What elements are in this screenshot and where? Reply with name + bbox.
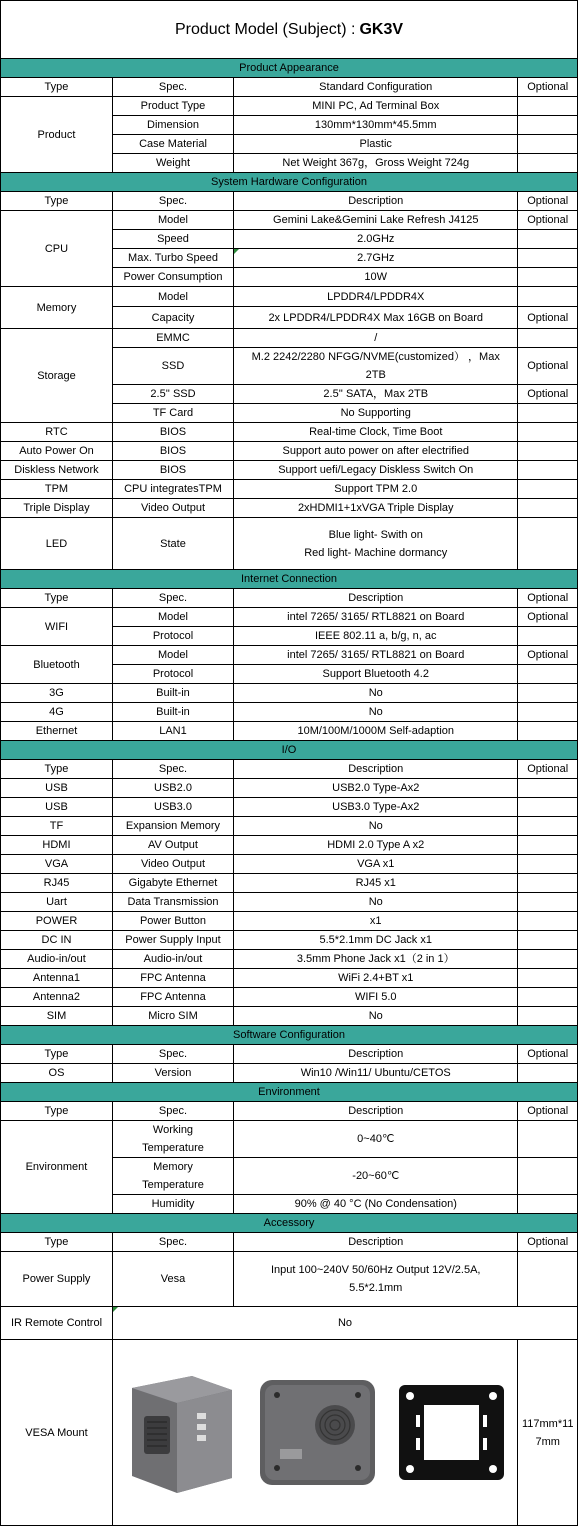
col-optional: Optional [518,1102,578,1121]
value-cell: intel 7265/ 3165/ RTL8821 on Board [234,646,518,665]
spec-cell: Product Type [112,97,233,116]
optional-cell: Optional [518,211,578,230]
spec-cell: FPC Antenna [112,969,233,988]
value-cell: LPDDR4/LPDDR4X [234,287,518,307]
value-line: Input 100~240V 50/60Hz Output 12V/2.5A, [271,1264,481,1276]
spec-cell: BIOS [112,461,233,480]
value-cell: Win10 /Win11/ Ubuntu/CETOS [234,1064,518,1083]
spec-cell: Capacity [112,307,233,329]
value-cell [234,1252,518,1307]
optional-cell [518,404,578,423]
type-cell: IR Remote Control [1,1307,113,1340]
value-cell: No [234,893,518,912]
value-line: 2TB [365,369,386,381]
col-type: Type [1,1102,113,1121]
optional-cell [518,912,578,931]
col-spec: Spec. [112,589,233,608]
vesa-bracket-image [394,1380,509,1485]
optional-cell [518,1121,578,1158]
value-cell: No Supporting [234,404,518,423]
optional-cell [518,684,578,703]
col-type: Type [1,1233,113,1252]
value-cell: 0~40℃ [234,1121,518,1158]
col-optional: Optional [518,760,578,779]
col-spec: Spec. [112,760,233,779]
optional-cell [518,836,578,855]
value-cell: 10W [234,268,518,287]
value-cell: No [234,684,518,703]
spec-cell: Humidity [112,1195,233,1214]
optional-cell [518,442,578,461]
spec-cell: Weight [112,154,233,173]
spec-table [0,58,578,1526]
col-description: Description [234,192,518,211]
spec-line: Temperature [142,1142,204,1154]
group-storage: Storage [1,329,113,423]
value-cell: HDMI 2.0 Type A x2 [234,836,518,855]
spec-line: Temperature [142,1179,204,1191]
spec-cell: Audio-in/out [112,950,233,969]
value-cell: WiFi 2.4+BT x1 [234,969,518,988]
vesa-size-line: 117mm*11 [521,1417,574,1430]
optional-cell: Optional [518,348,578,385]
optional-cell [518,268,578,287]
spec-cell: Gigabyte Ethernet [112,874,233,893]
value-cell: intel 7265/ 3165/ RTL8821 on Board [234,608,518,627]
section-software: Software Configuration [1,1026,578,1045]
spec-cell: Video Output [112,855,233,874]
type-cell: RTC [1,423,113,442]
value-cell [234,348,518,385]
type-cell: Audio-in/out [1,950,113,969]
spec-cell: Protocol [112,627,233,646]
type-cell: TF [1,817,113,836]
spec-cell: BIOS [112,423,233,442]
section-internet: Internet Connection [1,570,578,589]
optional-cell [518,423,578,442]
optional-cell [518,855,578,874]
col-type: Type [1,78,113,97]
col-optional: Optional [518,589,578,608]
value-cell: -20~60℃ [234,1158,518,1195]
value-cell: 3.5mm Phone Jack x1（2 in 1） [234,950,518,969]
col-spec: Spec. [112,192,233,211]
type-cell: Diskless Network [1,461,113,480]
col-spec: Spec. [112,1102,233,1121]
optional-cell [518,969,578,988]
section-hardware: System Hardware Configuration [1,173,578,192]
group-wifi: WIFI [1,608,113,646]
col-optional: Optional [518,192,578,211]
type-cell: USB [1,798,113,817]
optional-cell [518,230,578,249]
value-cell: 2.0GHz [234,230,518,249]
spec-cell: AV Output [112,836,233,855]
value-cell: VGA x1 [234,855,518,874]
spec-cell: Power Consumption [112,268,233,287]
spec-cell: Expansion Memory [112,817,233,836]
optional-cell [518,665,578,684]
value-cell: 2xHDMI1+1xVGA Triple Display [234,499,518,518]
spec-cell: Model [112,646,233,665]
group-product: Product [1,97,113,173]
type-cell: Uart [1,893,113,912]
value-cell: Plastic [234,135,518,154]
optional-cell [518,1064,578,1083]
mini-pc-side-image [122,1368,242,1498]
spec-cell: Power Supply Input [112,931,233,950]
value-cell: Support TPM 2.0 [234,480,518,499]
col-type: Type [1,760,113,779]
type-cell: DC IN [1,931,113,950]
value-cell: Support uefi/Legacy Diskless Switch On [234,461,518,480]
value-cell: No [112,1307,577,1340]
value-cell: MINI PC, Ad Terminal Box [234,97,518,116]
value-line: 5.5*2.1mm [349,1282,403,1294]
optional-cell: Optional [518,385,578,404]
spec-cell: CPU integratesTPM [112,480,233,499]
col-optional: Optional [518,1233,578,1252]
col-standard: Standard Configuration [234,78,518,97]
page-title [0,0,578,59]
product-images [112,1340,518,1526]
type-cell: 4G [1,703,113,722]
group-memory: Memory [1,287,113,329]
value-cell: 5.5*2.1mm DC Jack x1 [234,931,518,950]
spec-cell: Built-in [112,703,233,722]
value-cell: 2x LPDDR4/LPDDR4X Max 16GB on Board [234,307,518,329]
value-cell: 90% @ 40 °C (No Condensation) [234,1195,518,1214]
spec-cell: Model [112,608,233,627]
spec-cell [112,1121,233,1158]
spec-cell: Data Transmission [112,893,233,912]
value-cell: 10M/100M/1000M Self-adaption [234,722,518,741]
value-cell: IEEE 802.11 a, b/g, n, ac [234,627,518,646]
spec-cell: USB2.0 [112,779,233,798]
optional-cell [518,287,578,307]
led-red: Red light- Machine dormancy [304,546,448,559]
spec-cell: Speed [112,230,233,249]
type-cell: Antenna2 [1,988,113,1007]
col-spec: Spec. [112,78,233,97]
type-cell: TPM [1,480,113,499]
spec-cell: FPC Antenna [112,988,233,1007]
spec-cell: Max. Turbo Speed [112,249,233,268]
value-cell [234,518,518,570]
spec-line: Memory [153,1161,193,1173]
value-cell: USB2.0 Type-Ax2 [234,779,518,798]
optional-cell [518,480,578,499]
optional-cell [518,722,578,741]
type-cell: Power Supply [1,1252,113,1307]
optional-cell [518,249,578,268]
value-cell: 2.5'' SATA，Max 2TB [234,385,518,404]
col-description: Description [234,1102,518,1121]
vesa-size-line: 7mm [535,1435,560,1448]
type-cell: Triple Display [1,499,113,518]
spec-cell: Micro SIM [112,1007,233,1026]
mini-pc-bottom-image [255,1375,380,1490]
col-spec: Spec. [112,1233,233,1252]
value-cell: / [234,329,518,348]
optional-cell [518,950,578,969]
spec-cell: Vesa [112,1252,233,1307]
col-description: Description [234,760,518,779]
value-cell: Real-time Clock, Time Boot [234,423,518,442]
spec-cell: Model [112,211,233,230]
optional-cell [518,329,578,348]
type-cell: VESA Mount [1,1340,113,1526]
section-io: I/O [1,741,578,760]
col-optional: Optional [518,1045,578,1064]
col-optional: Optional [518,78,578,97]
spec-cell: BIOS [112,442,233,461]
type-cell: LED [1,518,113,570]
optional-cell [518,461,578,480]
optional-cell [518,817,578,836]
spec-cell: TF Card [112,404,233,423]
optional-cell [518,1007,578,1026]
col-description: Description [234,589,518,608]
spec-cell: 2.5'' SSD [112,385,233,404]
optional-cell [518,499,578,518]
spec-cell: Power Button [112,912,233,931]
optional-cell [518,798,578,817]
value-cell: WIFI 5.0 [234,988,518,1007]
optional-cell [518,988,578,1007]
type-cell: RJ45 [1,874,113,893]
spec-cell: Dimension [112,116,233,135]
model-name: GK3V [359,20,404,38]
spec-cell: Case Material [112,135,233,154]
optional-cell [518,779,578,798]
spec-cell: Video Output [112,499,233,518]
value-cell: USB3.0 Type-Ax2 [234,798,518,817]
value-cell: 2.7GHz [234,249,518,268]
type-cell: HDMI [1,836,113,855]
group-environment: Environment [1,1121,113,1214]
section-environment: Environment [1,1083,578,1102]
type-cell: 3G [1,684,113,703]
spec-cell: SSD [112,348,233,385]
spec-cell: State [112,518,233,570]
col-description: Description [234,1233,518,1252]
col-type: Type [1,589,113,608]
spec-cell: EMMC [112,329,233,348]
section-appearance: Product Appearance [1,59,578,78]
value-cell: No [234,817,518,836]
value-cell: Gemini Lake&Gemini Lake Refresh J4125 [234,211,518,230]
spec-cell: Version [112,1064,233,1083]
col-type: Type [1,192,113,211]
spec-cell [112,1158,233,1195]
type-cell: Ethernet [1,722,113,741]
type-cell: SIM [1,1007,113,1026]
col-type: Type [1,1045,113,1064]
type-cell: POWER [1,912,113,931]
value-cell: Support Bluetooth 4.2 [234,665,518,684]
type-cell: USB [1,779,113,798]
value-line: M.2 2242/2280 NFGG/NVME(customized） ，Max [251,351,500,363]
type-cell: Antenna1 [1,969,113,988]
optional-cell [518,116,578,135]
vesa-size [518,1340,578,1526]
value-cell: x1 [234,912,518,931]
col-description: Description [234,1045,518,1064]
spec-cell: Model [112,287,233,307]
optional-cell [518,874,578,893]
optional-cell [518,154,578,173]
spec-cell: Built-in [112,684,233,703]
optional-cell [518,97,578,116]
optional-cell [518,1195,578,1214]
optional-cell: Optional [518,646,578,665]
optional-cell: Optional [518,307,578,329]
spec-cell: Protocol [112,665,233,684]
type-cell: Auto Power On [1,442,113,461]
section-accessory: Accessory [1,1214,578,1233]
title-prefix: Product Model (Subject) : [174,20,356,38]
type-cell: VGA [1,855,113,874]
spec-line: Working [152,1124,194,1136]
optional-cell [518,893,578,912]
spec-cell: LAN1 [112,722,233,741]
group-cpu: CPU [1,211,113,287]
optional-cell: Optional [518,608,578,627]
optional-cell [518,931,578,950]
spec-cell: USB3.0 [112,798,233,817]
optional-cell [518,135,578,154]
led-blue: Blue light- Swith on [328,528,423,541]
value-cell: RJ45 x1 [234,874,518,893]
group-bluetooth: Bluetooth [1,646,113,684]
optional-cell [518,518,578,570]
optional-cell [518,627,578,646]
value-cell: No [234,703,518,722]
type-cell: OS [1,1064,113,1083]
optional-cell [518,703,578,722]
optional-cell [518,1252,578,1307]
optional-cell [518,1158,578,1195]
value-cell: No [234,1007,518,1026]
value-cell: Net Weight 367g，Gross Weight 724g [234,154,518,173]
value-cell: Support auto power on after electrified [234,442,518,461]
value-cell: 130mm*130mm*45.5mm [234,116,518,135]
col-spec: Spec. [112,1045,233,1064]
